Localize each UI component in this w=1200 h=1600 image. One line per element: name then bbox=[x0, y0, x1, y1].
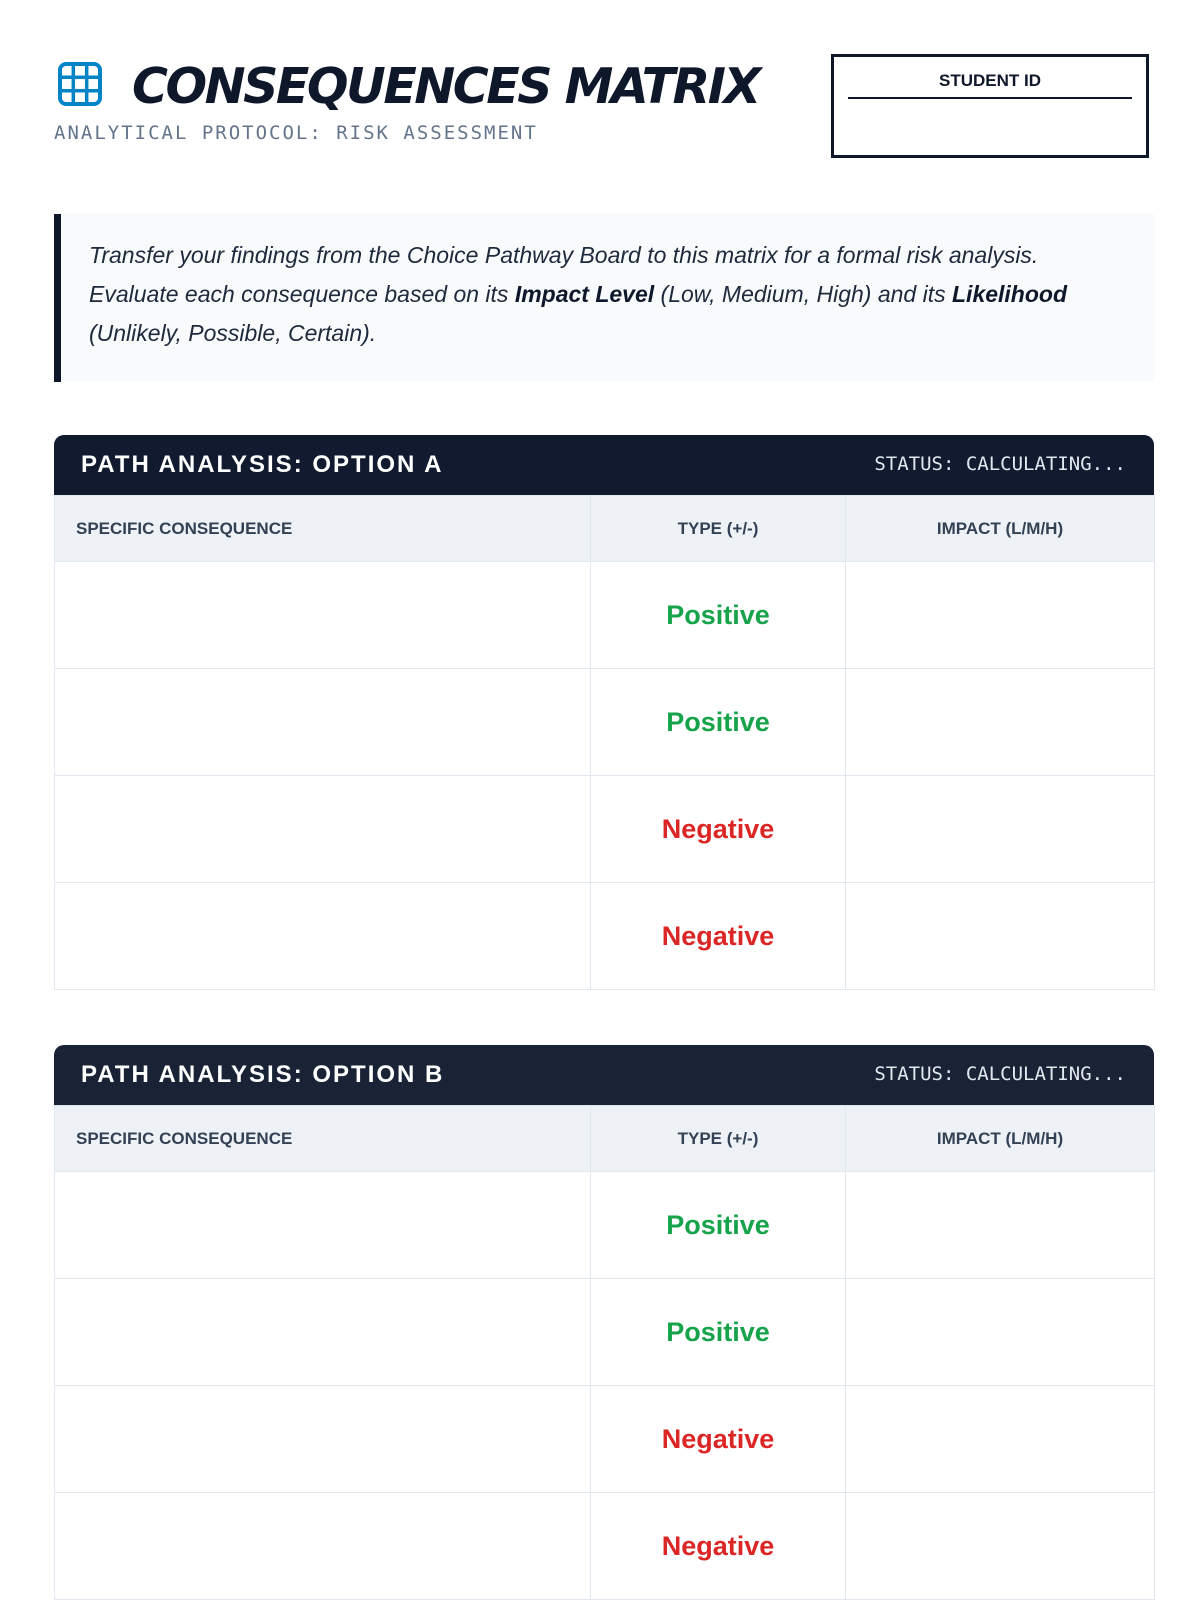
table-row bbox=[55, 1386, 1155, 1493]
option-b-status: STATUS: CALCULATING... bbox=[874, 1063, 1126, 1085]
consequence-cell[interactable] bbox=[55, 1386, 591, 1493]
impact-cell[interactable] bbox=[846, 883, 1155, 990]
type-cell: Negative bbox=[591, 883, 846, 990]
option-b-table bbox=[54, 1105, 1155, 1600]
type-cell: Negative bbox=[591, 1493, 846, 1600]
column-header-type: TYPE (+/-) bbox=[591, 496, 846, 562]
column-header-consequence: SPECIFIC CONSEQUENCE bbox=[55, 1106, 591, 1172]
table-header-row bbox=[55, 496, 1155, 562]
consequence-cell[interactable] bbox=[55, 669, 591, 776]
table-row bbox=[55, 1172, 1155, 1279]
impact-cell[interactable] bbox=[846, 1386, 1155, 1493]
column-header-impact: IMPACT (L/M/H) bbox=[846, 496, 1155, 562]
impact-cell[interactable] bbox=[846, 776, 1155, 883]
impact-cell[interactable] bbox=[846, 562, 1155, 669]
type-cell: Positive bbox=[591, 562, 846, 669]
consequence-cell[interactable] bbox=[55, 1279, 591, 1386]
consequence-cell[interactable] bbox=[55, 883, 591, 990]
column-header-type: TYPE (+/-) bbox=[591, 1106, 846, 1172]
consequence-cell[interactable] bbox=[55, 1493, 591, 1600]
page-subtitle: ANALYTICAL PROTOCOL: RISK ASSESSMENT bbox=[54, 122, 538, 144]
type-cell: Negative bbox=[591, 776, 846, 883]
type-cell: Positive bbox=[591, 1279, 846, 1386]
consequence-cell[interactable] bbox=[55, 776, 591, 883]
table-row bbox=[55, 776, 1155, 883]
type-cell: Positive bbox=[591, 669, 846, 776]
page-title: CONSEQUENCES MATRIX bbox=[132, 58, 759, 115]
table-header-row bbox=[55, 1106, 1155, 1172]
instructions-text-1: Transfer your findings from the Choice Pathway Board to this matrix for a formal risk analysis. Evaluate each consequence based on its bbox=[89, 242, 1039, 307]
table-row bbox=[55, 669, 1155, 776]
impact-cell[interactable] bbox=[846, 669, 1155, 776]
consequence-cell[interactable] bbox=[55, 1172, 591, 1279]
likelihood-term: Likelihood bbox=[952, 281, 1067, 307]
impact-cell[interactable] bbox=[846, 1172, 1155, 1279]
consequence-cell[interactable] bbox=[55, 562, 591, 669]
option-a-title: PATH ANALYSIS: OPTION A bbox=[81, 451, 444, 478]
type-cell: Negative bbox=[591, 1386, 846, 1493]
table-row bbox=[55, 1279, 1155, 1386]
impact-level-term: Impact Level bbox=[514, 281, 655, 307]
impact-cell[interactable] bbox=[846, 1493, 1155, 1600]
table-row bbox=[55, 883, 1155, 990]
impact-cell[interactable] bbox=[846, 1279, 1155, 1386]
option-b-section bbox=[54, 1045, 1154, 1600]
option-b-title: PATH ANALYSIS: OPTION B bbox=[81, 1061, 445, 1088]
instructions-text-2: (Low, Medium, High) and its bbox=[654, 281, 952, 307]
student-id-field[interactable] bbox=[831, 54, 1149, 158]
column-header-impact: IMPACT (L/M/H) bbox=[846, 1106, 1155, 1172]
column-header-consequence: SPECIFIC CONSEQUENCE bbox=[55, 496, 591, 562]
table-row bbox=[55, 1493, 1155, 1600]
type-cell: Positive bbox=[591, 1172, 846, 1279]
student-id-label: STUDENT ID bbox=[848, 71, 1132, 99]
instructions-callout bbox=[54, 214, 1154, 382]
option-a-status: STATUS: CALCULATING... bbox=[874, 453, 1126, 475]
option-a-table bbox=[54, 495, 1155, 990]
table-row bbox=[55, 562, 1155, 669]
grid-icon bbox=[58, 62, 102, 106]
option-a-section bbox=[54, 435, 1154, 990]
option-b-header bbox=[54, 1045, 1154, 1105]
instructions-text-3: (Unlikely, Possible, Certain). bbox=[89, 320, 377, 346]
option-a-header bbox=[54, 435, 1154, 495]
